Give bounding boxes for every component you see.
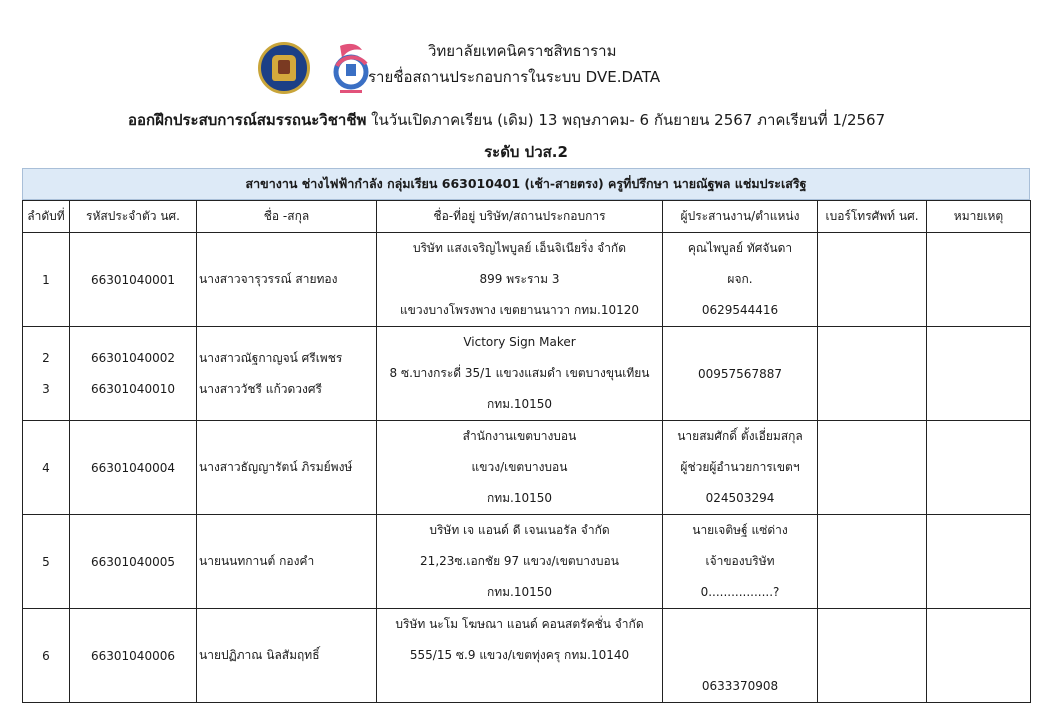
student-phone xyxy=(818,421,927,515)
company-info xyxy=(377,327,663,421)
contact-line: ผจก. xyxy=(727,272,753,286)
program-title-bold: ออกฝึกประสบการณ์สมรรถนะวิชาชีพ xyxy=(128,111,367,129)
contact-line xyxy=(663,640,817,671)
student-phone xyxy=(818,233,927,327)
placement-table xyxy=(22,200,1031,703)
row-no xyxy=(23,327,70,421)
student-id: 66301040006 xyxy=(70,609,197,703)
contact-info: 00957567887 xyxy=(663,327,818,421)
student-id-a: 66301040002 xyxy=(91,350,175,365)
student-name xyxy=(197,327,377,421)
contact-line: นายเจติษฐ์ แซ่ด่าง xyxy=(692,523,788,537)
row-no-a: 2 xyxy=(42,350,50,365)
company-info xyxy=(377,609,663,703)
company-line: บริษัท นะโม โฆษณา แอนด์ คอนสตรัคชั่น จำกัด xyxy=(395,617,644,631)
remark xyxy=(927,327,1031,421)
student-id: 66301040004 xyxy=(70,421,197,515)
company-line xyxy=(377,671,662,702)
row-no: 5 xyxy=(23,515,70,609)
contact-line: นายสมศักดิ์ ตั้งเอี่ยมสกุล xyxy=(677,429,803,443)
contact-line xyxy=(663,609,817,640)
company-line: Victory Sign Maker xyxy=(463,335,576,349)
remark xyxy=(927,515,1031,609)
student-phone xyxy=(818,609,927,703)
table-row xyxy=(23,327,1031,421)
college-seal-logo xyxy=(258,42,310,94)
contact-line: 0633370908 xyxy=(701,679,779,693)
student-id-b: 66301040010 xyxy=(91,381,175,396)
company-line: แขวง/เขตบางบอน xyxy=(471,460,568,474)
col-header-student-id: รหัสประจำตัว นศ. xyxy=(70,201,197,233)
row-no-b: 3 xyxy=(42,381,50,396)
contact-info xyxy=(663,421,818,515)
company-info xyxy=(377,233,663,327)
contact-line: คุณไพบูลย์ ทัศจันดา xyxy=(687,241,793,255)
student-name-a: นางสาวณัฐกาญจน์ ศรีเพชร xyxy=(199,350,343,365)
table-header-row xyxy=(23,201,1031,233)
student-id: 66301040005 xyxy=(70,515,197,609)
col-header-name: ชื่อ -สกุล xyxy=(197,201,377,233)
col-header-phone: เบอร์โทรศัพท์ นศ. xyxy=(818,201,927,233)
list-title: รายชื่อสถานประกอบการในระบบ DVE.DATA xyxy=(368,68,661,86)
contact-line: เจ้าของบริษัท xyxy=(705,554,775,568)
company-line: สำนักงานเขตบางบอน xyxy=(462,429,577,443)
table-row xyxy=(23,609,1031,703)
company-line: 21,23ซ.เอกชัย 97 แขวง/เขตบางบอน xyxy=(420,554,619,568)
company-line: 899 พระราม 3 xyxy=(479,272,560,286)
student-id: 66301040001 xyxy=(70,233,197,327)
student-name-b: นางสาววัชรี แก้วดวงศรี xyxy=(199,381,322,396)
col-header-remark: หมายเหตุ xyxy=(927,201,1031,233)
company-info xyxy=(377,421,663,515)
company-line: กทม.10150 xyxy=(486,491,553,505)
company-line: 8 ซ.บางกระดี่ 35/1 แขวงแสมดำ เขตบางขุนเทียน xyxy=(389,366,650,380)
program-title xyxy=(128,108,885,132)
program-title-dates: ในวันเปิดภาคเรียน (เดิม) 13 พฤษภาคม- 6 กันยายน 2567 ภาคเรียนที่ 1/2567 xyxy=(366,111,886,129)
table-row xyxy=(23,421,1031,515)
contact-line: 024503294 xyxy=(705,491,775,505)
company-info xyxy=(377,515,663,609)
remark xyxy=(927,609,1031,703)
table-row xyxy=(23,233,1031,327)
contact-line: 0629544416 xyxy=(701,303,779,317)
row-no: 6 xyxy=(23,609,70,703)
col-header-no: ลำดับที่ xyxy=(23,201,70,233)
class-info-banner: สาขางาน ช่างไฟฟ้ากำลัง กลุ่มเรียน 663010401 (เช้า-สายตรง) ครูที่ปรึกษา นายณัฐพล แช่มประเสริฐ xyxy=(22,168,1030,200)
col-header-company: ชื่อ-ที่อยู่ บริษัท/สถานประกอบการ xyxy=(377,201,663,233)
company-line: แขวงบางโพรงพาง เขตยานนาวา กทม.10120 xyxy=(399,303,640,317)
row-no: 4 xyxy=(23,421,70,515)
contact-info xyxy=(663,515,818,609)
student-name: นางสาวธัญญารัตน์ ภิรมย์พงษ์ xyxy=(197,421,377,515)
student-id xyxy=(70,327,197,421)
student-phone xyxy=(818,515,927,609)
col-header-contact: ผู้ประสานงาน/ตำแหน่ง xyxy=(663,201,818,233)
company-line: กทม.10150 xyxy=(486,585,553,599)
company-line: บริษัท เจ แอนด์ ดี เจนเนอรัล จำกัด xyxy=(429,523,610,537)
company-line: 555/15 ซ.9 แขวง/เขตทุ่งครุ กทม.10140 xyxy=(409,648,630,662)
company-line: บริษัท แสงเจริญไพบูลย์ เอ็นจิเนียริ่ง จำกัด xyxy=(412,241,626,255)
college-name: วิทยาลัยเทคนิคราชสิทธาราม xyxy=(428,42,617,60)
table-row xyxy=(23,515,1031,609)
student-name: นายนนทกานต์ กองคำ xyxy=(197,515,377,609)
remark xyxy=(927,421,1031,515)
row-no: 1 xyxy=(23,233,70,327)
company-line: กทม.10150 xyxy=(486,397,553,411)
contact-line: 0.................? xyxy=(700,585,780,599)
level-title: ระดับ ปวส.2 xyxy=(484,143,568,161)
student-name: นายปฏิภาณ นิลสัมฤทธิ์ xyxy=(197,609,377,703)
remark xyxy=(927,233,1031,327)
student-phone xyxy=(818,327,927,421)
contact-line: ผู้ช่วยผู้อำนวยการเขตฯ xyxy=(680,460,800,474)
contact-info xyxy=(663,233,818,327)
student-name: นางสาวจารุวรรณ์ สายทอง xyxy=(197,233,377,327)
contact-info xyxy=(663,609,818,703)
